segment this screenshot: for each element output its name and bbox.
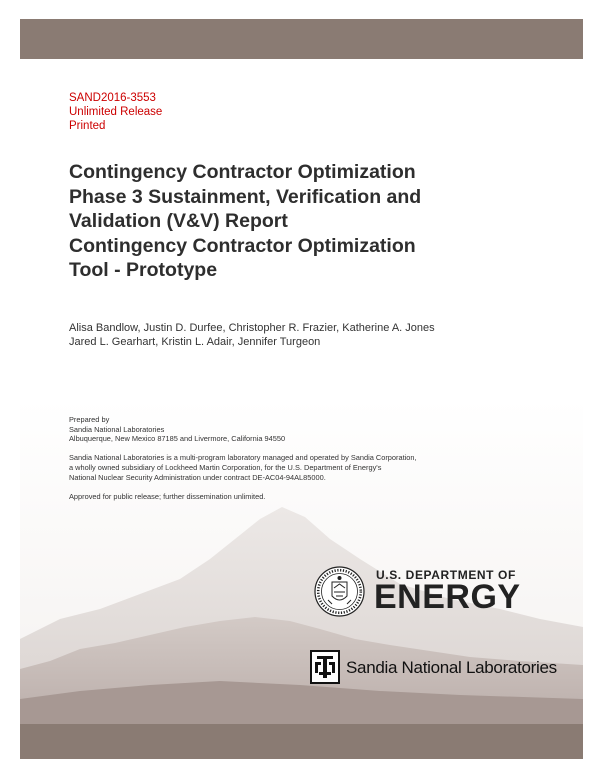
report-title: [69, 160, 569, 283]
about-line: a wholly owned subsidiary of Lockheed Martin Corporation, for the U.S. Department of Energy's: [69, 462, 382, 472]
author-list: [69, 321, 435, 349]
doe-energy-text: ENERGY: [374, 578, 521, 616]
title-line: Contingency Contractor Optimization: [69, 234, 416, 257]
title-line: Phase 3 Sustainment, Verification and: [69, 185, 422, 208]
thunderbird-icon: [310, 650, 340, 684]
author-line: Jared L. Gearhart, Kristin L. Adair, Jennifer Turgeon: [69, 336, 321, 348]
title-line: Validation (V&V) Report: [69, 210, 288, 232]
prepared-address: Albuquerque, New Mexico 87185 and Livermore, California 94550: [69, 434, 286, 444]
doe-logo: [314, 566, 542, 618]
report-number: SAND2016-3553: [69, 92, 156, 104]
report-cover-page: [20, 19, 583, 759]
bottom-color-band: [20, 724, 583, 759]
print-status: Printed: [69, 120, 106, 132]
release-status: Unlimited Release: [69, 106, 163, 118]
title-line: Tool - Prototype: [69, 259, 218, 281]
preparation-notice: [69, 415, 417, 501]
top-color-band: [20, 19, 583, 59]
author-line: Alisa Bandlow, Justin D. Durfee, Christopher R. Frazier, Katherine A. Jones: [69, 322, 435, 334]
doe-seal-icon: [314, 566, 365, 617]
about-line: Sandia National Laboratories is a multi-program laboratory managed and operated by Sandia Corporation,: [69, 453, 417, 463]
title-line: Contingency Contractor Optimization: [69, 161, 416, 183]
prepared-org: Sandia National Laboratories: [69, 424, 165, 434]
doe-top-text: U.S. DEPARTMENT OF: [376, 568, 516, 582]
sandia-logo: [310, 650, 557, 686]
prepared-heading: Prepared by: [69, 415, 110, 424]
approval-statement: Approved for public release; further dissemination unlimited.: [69, 491, 266, 501]
report-number-block: [69, 91, 162, 133]
sandia-name: Sandia National Laboratories: [346, 658, 557, 677]
about-line: National Nuclear Security Administration under contract DE-AC04-94AL85000.: [69, 472, 326, 482]
